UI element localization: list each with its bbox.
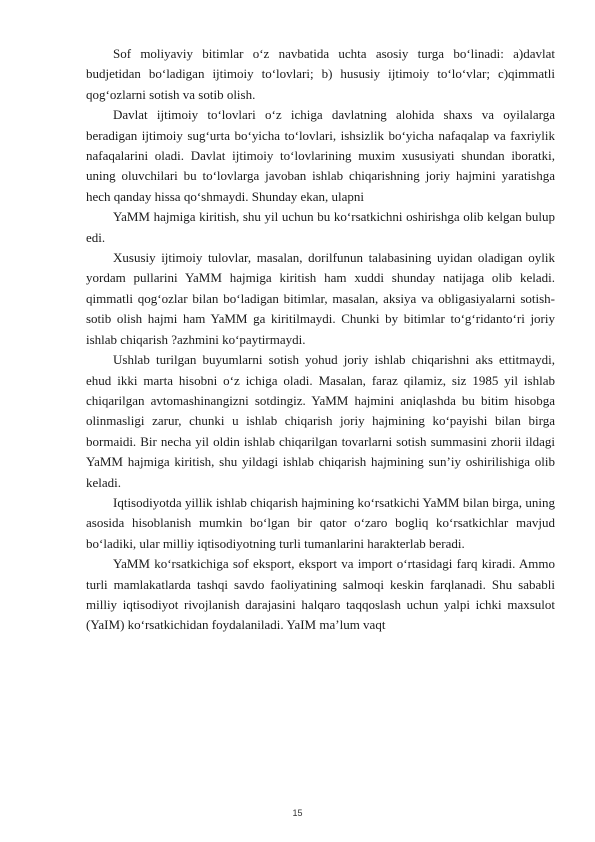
paragraph: Ushlab turilgan buyumlarni sotish yohud joriy ishlab chiqarishni aks ettitmaydi, ehud ikki marta hisobni o‘z ichiga oladi. Masalan, faraz qilamiz, siz 1985 yil ishlab chiqarilgan avtomashinangizni sotdingiz. YaMM hajmini aniqlashda bu bitim hisobga olinmasligi zarur, chunki u ishlab chiqarish joriy hajmining ko‘payishi bilan birga bormaidi. Bir necha yil oldin ishlab chiqarilgan tovarlarni sotish summasini zhorii ildagi YaMM hajmiga kiritish, shu yildagi ishlab chiqarish hajmining sun’iy oshirilishiga olib keladi. [86, 352, 555, 490]
page-number: 15 [292, 808, 303, 818]
paragraph: Sof moliyaviy bitimlar o‘z navbatida uchta asosiy turga bo‘linadi: a)davlat budjetidan bo‘ladigan ijtimoiy to‘lovlari; b) hususiy ijtimoiy to‘lo‘vlar; c)qimmatli qog‘ozlarni sotish va sotib olish. [86, 46, 555, 102]
paragraph: Xususiy ijtimoiy tulovlar, masalan, dorilfunun talabasining uyidan oladigan oylik yordam pullarini YaMM hajmiga kiritish ham xuddi shunday natijaga olib keladi. qimmatli qog‘ozlar bilan bo‘ladigan bitimlar, masalan, aksiya va obligasiyalarni sotish-sotib olish hajmi ham YaMM ga kiritilmaydi. Chunki by bitimlar to‘g‘ridanto‘ri joriy ishlab chiqarish ?azhmini ko‘paytirmaydi. [86, 250, 555, 347]
paragraph: YaMM hajmiga kiritish, shu yil uchun bu ko‘rsatkichni oshirishga olib kelgan bulup edi. [86, 209, 555, 245]
paragraph: Iqtisodiyotda yillik ishlab chiqarish hajmining ko‘rsatkichi YaMM bilan birga, uning asosida hisoblanish mumkin bo‘lgan bir qator o‘zaro bogliq ko‘rsatkichlar mavjud bo‘ladiki, ular milliy iqtisodiyotning turli tumanlarini harakterlab beradi. [86, 494, 555, 551]
paragraph: Davlat ijtimoiy to‘lovlari o‘z ichiga davlatning alohida shaxs va oyilalarga beradigan ijtimoiy sug‘urta bo‘yicha to‘lovlari, ishsizlik bo‘yicha nafaqalap va faxriylik nafaqalarini oladi. Davlat ijtimoiy to‘lovlarining muxim xususiyati shundan iboratki, uning oluvchilari bu to‘lovlarga javoban ishlab chiqarishning joriy hajmini yaratishga hech qanday hissa qo‘shmaydi. Shunday ekan, ulapni [86, 107, 555, 204]
paragraph: YaMM ko‘rsatkichiga sof eksport, eksport va import o‘rtasidagi farq kiradi. Ammo turli mamlakatlarda tashqi savdo faoliyatining salmoqi keskin farqlanadi. Shu sababli milliy iqtisodiyot rivojlanish darajasini halqaro taqqoslash uchun yalpi ichki maxsulot (YaIM) ko‘rsatkichidan foydalaniladi. YaIM ma’lum vaqt [86, 556, 555, 633]
document-body [86, 44, 555, 636]
